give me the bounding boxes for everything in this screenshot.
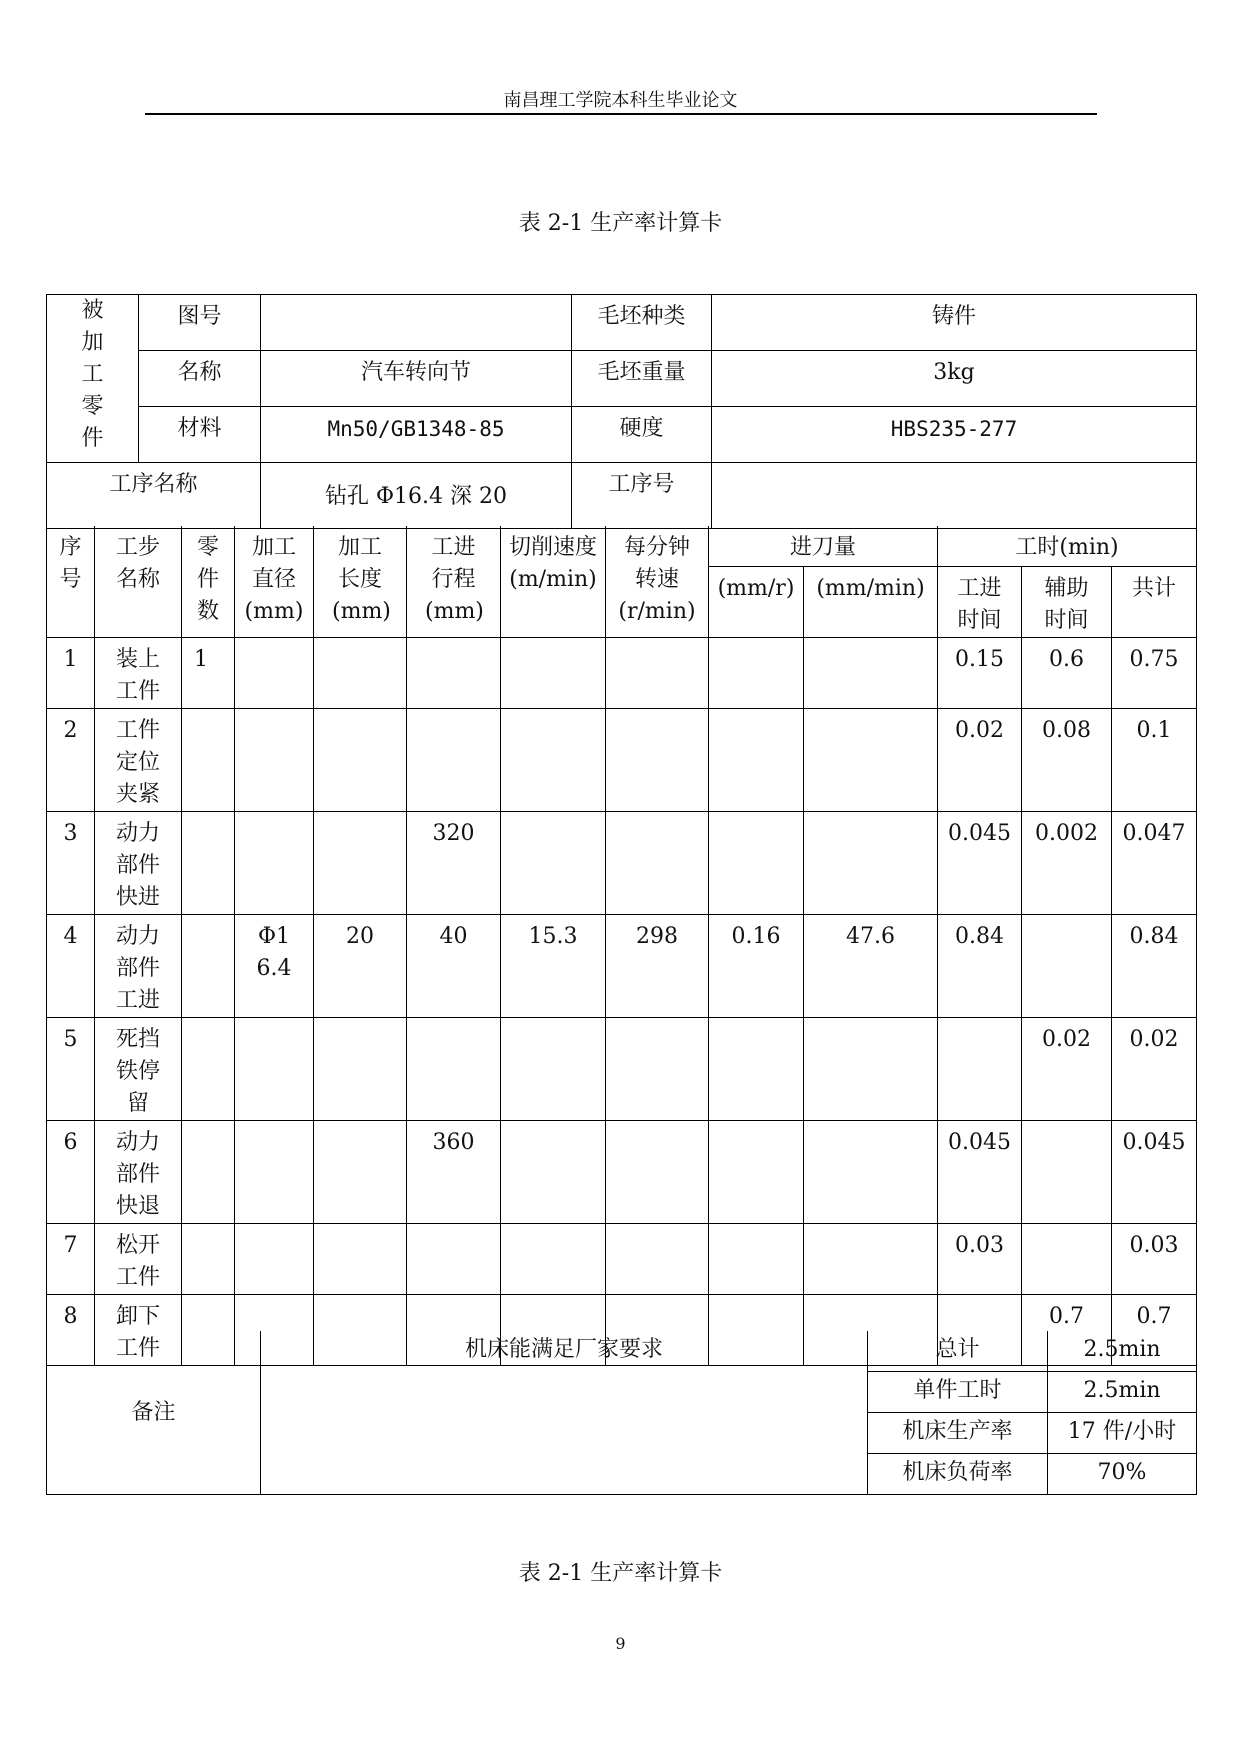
step-length [314,1223,407,1294]
step-stroke [407,1223,501,1294]
step-feed-mmr [709,637,804,708]
step-name: 松开工件 [95,1223,182,1294]
header-rule [145,113,1097,115]
step-rpm: 298 [606,914,709,1017]
step-length [314,811,407,914]
step-row [47,1120,1197,1223]
step-name: 工件定位夹紧 [95,708,182,811]
step-total-time: 0.75 [1112,637,1197,708]
step-row [47,1017,1197,1120]
step-stroke [407,637,501,708]
step-feed-mmmin [804,708,938,811]
step-length [314,1017,407,1120]
drawing-no-label: 图号 [139,295,261,351]
step-parts [182,1120,235,1223]
col-seq-header: 序号 [47,526,95,637]
table-caption-top: 表 2-1 生产率计算卡 [518,211,723,236]
step-work-time: 0.03 [938,1223,1022,1294]
step-seq: 6 [47,1120,95,1223]
step-aux-time [1022,1120,1112,1223]
step-feed-mmr [709,708,804,811]
unit-time-label: 单件工时 [868,1371,1048,1412]
step-total-time: 0.047 [1112,811,1197,914]
col-step-name-header: 工步名称 [95,526,182,637]
step-length: 20 [314,914,407,1017]
total-value: 2.5min [1048,1331,1197,1371]
productivity-value: 17 件/小时 [1048,1412,1197,1453]
step-work-time: 0.045 [938,811,1022,914]
step-rpm [606,811,709,914]
name-label: 名称 [139,351,261,407]
step-feed-mmmin [804,1017,938,1120]
step-name: 装上工件 [95,637,182,708]
blank-weight-value: 3kg [712,351,1197,407]
col-rpm-header: 每分钟转速(r/min) [606,526,709,637]
step-name: 动力部件快退 [95,1120,182,1223]
step-aux-time: 0.6 [1022,637,1112,708]
step-feed-mmmin [804,1120,938,1223]
name-value: 汽车转向节 [261,351,572,407]
step-feed-mmr [709,1120,804,1223]
step-rpm [606,1017,709,1120]
step-feed-mmmin [804,637,938,708]
col-stroke-header: 工进行程(mm) [407,526,501,637]
step-feed-mmmin [804,1223,938,1294]
page-number: 9 [615,1634,626,1653]
step-speed [501,1120,606,1223]
notes-text: 机床能满足厂家要求 [261,1331,868,1494]
step-diameter [235,1223,314,1294]
step-total-time: 0.7 [1112,1294,1197,1365]
col-time-work-header: 工进时间 [938,566,1022,637]
step-stroke: 40 [407,914,501,1017]
step-seq: 3 [47,811,95,914]
step-diameter [235,811,314,914]
step-feed-mmr [709,1223,804,1294]
work-steps-table [46,526,1197,1366]
unit-time-value: 2.5min [1048,1371,1197,1412]
step-feed-mmr [709,811,804,914]
step-stroke: 360 [407,1120,501,1223]
process-name-value: 钻孔 Φ16.4 深 20 [261,463,572,529]
step-name: 死挡铁停留 [95,1017,182,1120]
step-speed [501,708,606,811]
col-time-header: 工时(min) [938,526,1197,566]
col-length-header: 加工长度(mm) [314,526,407,637]
step-feed-mmmin [804,811,938,914]
step-name: 动力部件快进 [95,811,182,914]
step-rpm [606,708,709,811]
step-speed [501,637,606,708]
step-total-time: 0.84 [1112,914,1197,1017]
step-aux-time: 0.7 [1022,1294,1112,1365]
step-work-time: 0.02 [938,708,1022,811]
hardness-value: HBS235-277 [712,407,1197,463]
step-seq: 7 [47,1223,95,1294]
step-work-time: 0.045 [938,1120,1022,1223]
step-parts [182,811,235,914]
step-seq: 8 [47,1294,95,1365]
step-speed: 15.3 [501,914,606,1017]
step-name: 动力部件工进 [95,914,182,1017]
blank-type-value: 铸件 [712,295,1197,351]
hardness-label: 硬度 [572,407,712,463]
step-feed-mmr: 0.16 [709,914,804,1017]
step-row [47,637,1197,708]
step-aux-time: 0.002 [1022,811,1112,914]
step-parts [182,1223,235,1294]
step-stroke: 320 [407,811,501,914]
col-feed-header: 进刀量 [709,526,938,566]
col-feed-mmr-header: (mm/r) [709,566,804,637]
step-length [314,708,407,811]
step-row [47,708,1197,811]
step-row [47,914,1197,1017]
step-feed-mmr [709,1017,804,1120]
notes-table [46,1331,1197,1495]
col-time-aux-header: 辅助时间 [1022,566,1112,637]
step-length [314,1120,407,1223]
drawing-no-value [261,295,572,351]
step-row [47,811,1197,914]
productivity-label: 机床生产率 [868,1412,1048,1453]
step-diameter [235,708,314,811]
load-label: 机床负荷率 [868,1453,1048,1494]
step-diameter [235,1017,314,1120]
step-seq: 1 [47,637,95,708]
material-value: Mn50/GB1348-85 [261,407,572,463]
step-diameter [235,1120,314,1223]
process-no-value [712,463,1197,529]
step-aux-time [1022,1223,1112,1294]
col-diameter-header: 加工直径(mm) [235,526,314,637]
col-parts-header: 零件数 [182,526,235,637]
col-speed-header: 切削速度(m/min) [501,526,606,637]
part-info-table [46,294,1197,529]
step-seq: 2 [47,708,95,811]
step-total-time: 0.02 [1112,1017,1197,1120]
step-total-time: 0.1 [1112,708,1197,811]
step-stroke [407,708,501,811]
step-speed [501,1223,606,1294]
process-name-label: 工序名称 [47,463,261,529]
step-stroke [407,1017,501,1120]
step-rpm [606,1120,709,1223]
total-label: 总计 [868,1331,1048,1371]
step-parts [182,914,235,1017]
running-header-title: 南昌理工学院本科生毕业论文 [503,90,738,111]
material-label: 材料 [139,407,261,463]
step-total-time: 0.045 [1112,1120,1197,1223]
step-rpm [606,637,709,708]
header-row-1 [47,526,1197,566]
step-work-time: 0.15 [938,637,1022,708]
steps-body [47,637,1197,1365]
step-diameter: Φ16.4 [235,914,314,1017]
step-seq: 5 [47,1017,95,1120]
step-seq: 4 [47,914,95,1017]
step-speed [501,1017,606,1120]
step-parts: 1 [182,637,235,708]
step-speed [501,811,606,914]
step-aux-time [1022,914,1112,1017]
part-label: 被加工零件 [47,295,139,463]
step-total-time: 0.03 [1112,1223,1197,1294]
table-caption-bottom: 表 2-1 生产率计算卡 [518,1561,723,1586]
step-row [47,1223,1197,1294]
step-rpm [606,1223,709,1294]
step-diameter [235,637,314,708]
step-parts [182,1017,235,1120]
step-feed-mmmin: 47.6 [804,914,938,1017]
step-parts [182,708,235,811]
process-no-label: 工序号 [572,463,712,529]
step-aux-time: 0.08 [1022,708,1112,811]
col-time-total-header: 共计 [1112,566,1197,637]
load-value: 70% [1048,1453,1197,1494]
step-name: 卸下工件 [95,1294,182,1365]
blank-weight-label: 毛坯重量 [572,351,712,407]
col-feed-mmmin-header: (mm/min) [804,566,938,637]
step-aux-time: 0.02 [1022,1017,1112,1120]
notes-label: 备注 [47,1331,261,1494]
step-length [314,637,407,708]
step-work-time: 0.84 [938,914,1022,1017]
blank-type-label: 毛坯种类 [572,295,712,351]
step-work-time [938,1017,1022,1120]
